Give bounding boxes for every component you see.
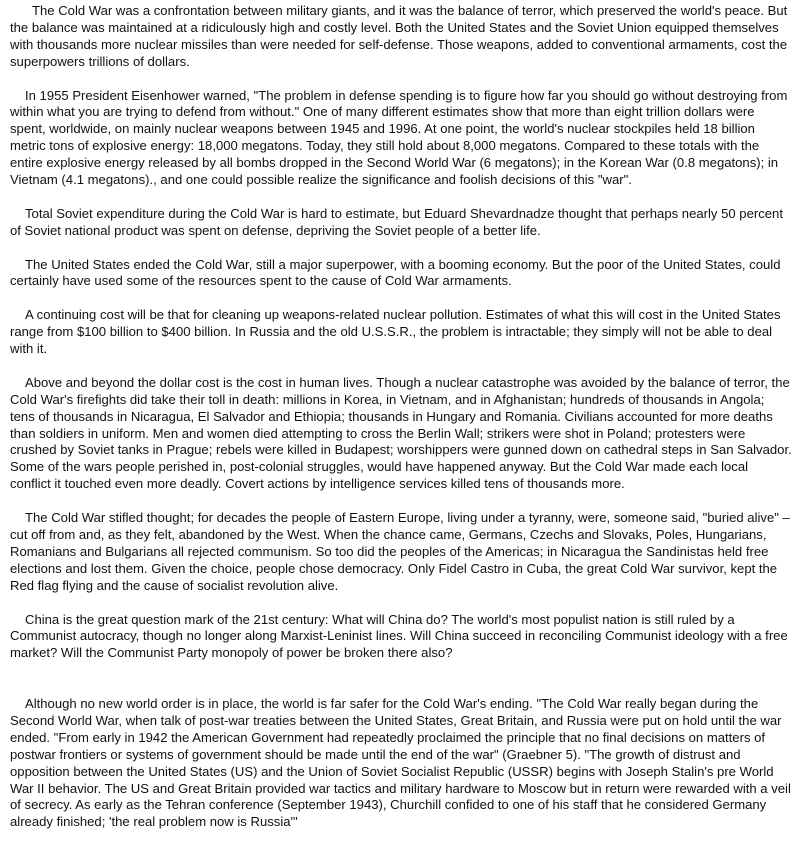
paragraph-human-lives: Above and beyond the dollar cost is the cost in human lives. Though a nuclear catastrophe was avoided by the balance of terror, the Cold War's firefights did take their toll in death: millions in Korea, in Vietnam, and in Afghanistan; hundreds of thousands in Angola; tens of thousands in Nicaragua, El Salvador and Ethiopia; thousands in Hungary and Romania. Civilians accounted for more deaths than soldiers in uniform. Men and women died attempting to cross the Berlin Wall; strikers were shot in Poland; protesters were crushed by Soviet tanks in Prague; rebels were killed in Budapest; worshippers were gunned down on cathedral steps in San Salvador. Some of the wars people perished in, post-colonial struggles, would have happened anyway. But the Cold War made each local conflict it touched even more deadly. Covert actions by intelligence services killed tens of thousands more.: [10, 374, 792, 492]
paragraph-soviet-expenditure: Total Soviet expenditure during the Cold War is hard to estimate, but Eduard Shevardnadze thought that perhaps nearly 50 percent of Soviet national product was spent on defense, depriving the Soviet people of a better life.: [10, 205, 783, 238]
paragraph-china: China is the great question mark of the 21st century: What will China do? The world's most populist nation is still ruled by a Communist autocracy, though no longer along Marxist-Leninist lines. Will China succeed in reconciling Communist ideology with a free market? Will the Communist Party monopoly of power be broken there also?: [10, 611, 788, 661]
paragraph-eisenhower: In 1955 President Eisenhower warned, "The problem in defense spending is to figure how far you should go without destroying from within what you are trying to defend from without." One of many different estimates show that more than eight trillion dollars were spent, worldwide, on mainly nuclear weapons between 1945 and 1996. At one point, the world's nuclear stockpiles held 18 billion metric tons of explosive energy: 18,000 megatons. Today, they still hold about 8,000 megatons. Compared to these totals with the entire explosive energy released by all bombs dropped in the Second World War (6 megatons); in the Korean War (0.8 megatons); in Vietnam (4.1 megatons)., and one could possible realize the significance and foolish decisions of this "war".: [10, 87, 788, 188]
paragraph-stifled-thought: The Cold War stifled thought; for decades the people of Eastern Europe, living under a tyranny, were, someone said, "buried alive" – cut off from and, as they felt, abandoned by the West. When the chance came, Germans, Czechs and Slovaks, Poles, Hungarians, Romanians and Bulgarians all rejected communism. So too did the peoples of the Americas; in Nicaragua the Sandinistas held free elections and lost them. Given the choice, people chose democracy. Only Fidel Castro in Cuba, the great Cold War survivor, kept the Red flag flying and the cause of socialist revolution alive.: [10, 510, 790, 593]
paragraph-nuclear-pollution: A continuing cost will be that for cleaning up weapons-related nuclear pollution. Estimates of what this will cost in the United States range from $100 billion to $400 billion. In Russia and the old U.S.S.R., the problem is intractable; they simply will not be able to deal with it.: [10, 307, 781, 357]
paragraph-cold-war-intro: The Cold War was a confrontation between military giants, and it was the balance of terror, which preserved the world's peace. But the balance was maintained at a ridiculously high and costly level. Both the United States and the Soviet Union equipped themselves with thousands more nuclear missiles than were needed for self-defense. Those weapons, added to conventional armaments, cost the superpowers trillions of dollars.: [10, 3, 788, 69]
paragraph-united-states: The United States ended the Cold War, still a major superpower, with a booming economy. But the poor of the United States, could certainly have used some of the resources spent to the cause of Cold War armaments.: [10, 256, 781, 289]
document-body: [10, 3, 792, 848]
paragraph-world-order: Although no new world order is in place, the world is far safer for the Cold War's ending. "The Cold War really began during the Second World War, when talk of post-war treaties between the United States, Great Britain, and Russia were put on hold until the war ended. "From early in 1942 the American Government had repeatedly proclaimed the principle that no final decisions on matters of postwar frontiers or systems of government should be made until the end of the war" (Graebner 5). "The growth of distrust and opposition between the United States (US) and the Union of Soviet Socialist Republic (USSR) begins with Joseph Stalin's pre World War II behavior. The US and Great Britain provided war tactics and military hardware to Moscow but in return were rewarded with a veil of secrecy. As early as the Tehran conference (September 1943), Churchill confided to one of his staff that he considered Germany already finished; 'the real problem now is Russia'": [10, 696, 791, 830]
